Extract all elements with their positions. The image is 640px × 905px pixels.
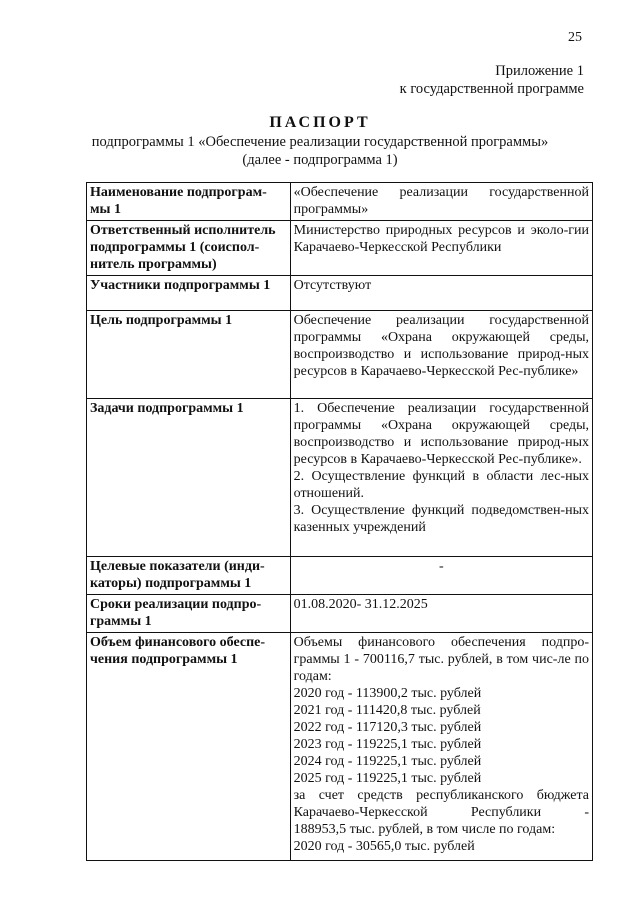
row-value-list: [290, 399, 592, 557]
row-value: Министерство природных ресурсов и эколо-гии Карачаево-Черкесской Республики: [290, 221, 592, 276]
task-item: 2. Осуществление функций в области лес-ных отношений.: [293, 469, 589, 501]
table-row: [87, 633, 593, 861]
row-label: Наименование подпрограм-мы 1: [87, 183, 291, 221]
row-value: 01.08.2020- 31.12.2025: [290, 595, 592, 633]
row-label: Ответственный исполнитель подпрограммы 1 (соиспол-нитель программы): [87, 221, 291, 276]
budget-source: за счет средств республиканского бюджета Карачаево-Черкесской Республики -: [293, 788, 589, 820]
subtitle-line-2: (далее - подпрограмма 1): [242, 152, 398, 168]
row-label: Участники подпрограммы 1: [87, 276, 291, 311]
year-amount: 2025 год - 119225,1 тыс. рублей: [293, 771, 482, 786]
document-title: ПАСПОРТ: [269, 114, 371, 131]
table-row: [87, 276, 593, 311]
row-value: Отсутствуют: [290, 276, 592, 311]
task-item: 3. Осуществление функций подведомствен-ных казенных учреждений: [293, 503, 589, 535]
passport-table: [86, 182, 593, 861]
row-label: Объем финансового обеспе-чения подпрограммы 1: [87, 633, 291, 861]
appendix-line-2: к государственной программе: [399, 81, 584, 97]
budget-year-amount: 2020 год - 30565,0 тыс. рублей: [293, 839, 475, 854]
title-block: [0, 113, 640, 169]
year-amount: 2024 год - 119225,1 тыс. рублей: [293, 754, 482, 769]
appendix-header: [400, 62, 584, 98]
table-row: [87, 399, 593, 557]
row-label: Сроки реализации подпро-граммы 1: [87, 595, 291, 633]
year-amount: 2021 год - 111420,8 тыс. рублей: [293, 703, 481, 718]
table-row: [87, 221, 593, 276]
year-amount: 2022 год - 117120,3 тыс. рублей: [293, 720, 482, 735]
year-amount: 2020 год - 113900,2 тыс. рублей: [293, 686, 482, 701]
row-label: Целевые показатели (инди-каторы) подпрограммы 1: [87, 557, 291, 595]
row-value: «Обеспечение реализации государственной программы»: [290, 183, 592, 221]
table-row: [87, 595, 593, 633]
page-number: 25: [568, 30, 582, 45]
row-value: -: [290, 557, 592, 595]
row-label: Задачи подпрограммы 1: [87, 399, 291, 557]
year-amount: 2023 год - 119225,1 тыс. рублей: [293, 737, 482, 752]
financing-value: [290, 633, 592, 861]
row-label: Цель подпрограммы 1: [87, 311, 291, 399]
table-row: [87, 557, 593, 595]
budget-total: 188953,5 тыс. рублей, в том числе по годам:: [293, 822, 556, 837]
subtitle-line-1: подпрограммы 1 «Обеспечение реализации государственной программы»: [91, 134, 549, 150]
table-row: [87, 311, 593, 399]
financing-intro: Объемы финансового обеспечения подпро-граммы 1 - 700116,7 тыс. рублей, в том чис-ле по годам:: [293, 635, 589, 684]
row-value: Обеспечение реализации государственной программы «Охрана окружающей среды, воспроизводство и использование природ-ных ресурсов в Карачаево-Черкесской Рес-публике»: [290, 311, 592, 399]
task-item: 1. Обеспечение реализации государственной программы «Охрана окружающей среды, воспроизводство и использование природ-ных ресурсов в Карачаево-Черкесской Рес-публике».: [293, 401, 589, 467]
appendix-line-1: Приложение 1: [495, 63, 584, 79]
table-row: [87, 183, 593, 221]
